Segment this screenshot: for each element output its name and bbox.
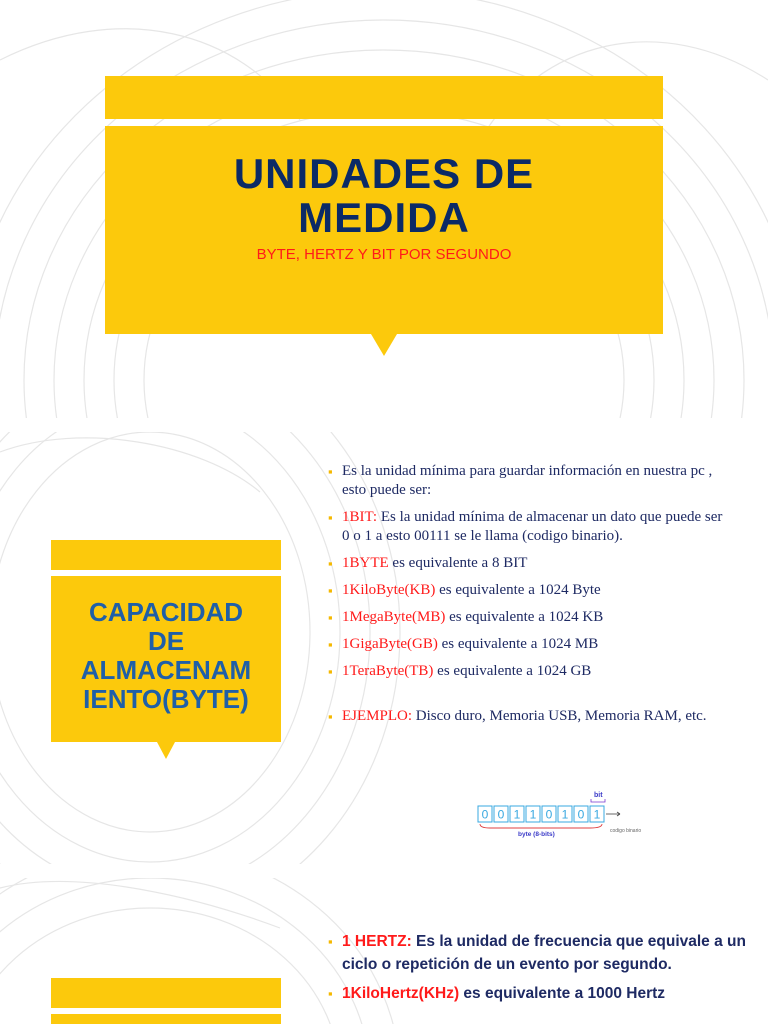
list-item: ▪ EJEMPLO: Disco duro, Memoria USB, Memoria RAM, etc. [328, 708, 707, 724]
byte-label: byte (8-bits) [518, 831, 555, 838]
binary-digit-row [478, 806, 604, 822]
list-item: ▪ 1 HERTZ: Es la unidad de frecuencia que equivale a un ciclo o repetición de un evento por segundo. [328, 930, 748, 976]
binary-byte-diagram [470, 786, 660, 846]
heading-box-pointer [157, 742, 175, 759]
list-item: ▪ 1BIT: Es la unidad mínima de almacenar un dato que puede ser 0 o 1 a esto 00111 se le llama (codigo binario). [328, 509, 723, 544]
list-item: ▪ 1BYTE es equivalente a 8 BIT [328, 555, 528, 571]
list-item: ▪ 1TeraByte(TB) es equivalente a 1024 GB [328, 663, 592, 679]
list-item: ▪ 1KiloHertz(KHz) es equivalente a 1000 Hertz [328, 982, 748, 1005]
slide-gap [0, 418, 768, 432]
list-item: ▪ 1GigaByte(GB) es equivalente a 1024 MB [328, 636, 599, 652]
bullet-dot-icon: ▪ [328, 986, 333, 1001]
list-item: ▪ 1MegaByte(MB) es equivalente a 1024 KB [328, 609, 604, 625]
heading-line-1: CAPACIDAD [88, 597, 244, 627]
hertz-slide [0, 878, 768, 1024]
heading-line-3: ALMACENAM [80, 655, 252, 685]
title-line-2: MEDIDA [298, 194, 470, 241]
bullet-dot-icon: ▪ [328, 934, 333, 949]
title-line-1: UNIDADES DE [233, 150, 535, 197]
binary-digit: 0 [481, 807, 489, 822]
bullet-dot-icon: ▪ [328, 583, 333, 598]
hertz-bullet-list [328, 930, 748, 1011]
bullet-dot-icon: ▪ [328, 556, 333, 571]
slide-title [105, 152, 663, 240]
title-slide [0, 0, 768, 418]
bullet-dot-icon: ▪ [328, 464, 333, 479]
binary-digit: 1 [513, 807, 521, 822]
binary-digit: 1 [561, 807, 569, 822]
storage-bullet-list [328, 462, 728, 734]
heading-accent-bar [51, 978, 281, 1008]
bullet-dot-icon: ▪ [328, 664, 333, 679]
bullet-dot-icon: ▪ [328, 709, 333, 724]
list-item: ▪ Es la unidad mínima para guardar información en nuestra pc , esto puede ser: [328, 463, 713, 498]
section-heading [51, 598, 281, 714]
slide-gap [0, 864, 768, 878]
binary-digit: 0 [545, 807, 553, 822]
list-item: ▪ 1KiloByte(KB) es equivalente a 1024 Byte [328, 582, 601, 598]
bullet-dot-icon: ▪ [328, 510, 333, 525]
binary-digit: 1 [593, 807, 601, 822]
bullet-dot-icon: ▪ [328, 637, 333, 652]
heading-box [51, 1014, 281, 1024]
title-box-pointer [371, 334, 397, 356]
heading-box [51, 576, 281, 742]
heading-line-2: DE [147, 626, 185, 656]
title-accent-bar [105, 76, 663, 119]
bit-label: bit [594, 792, 603, 799]
binary-digit: 0 [497, 807, 505, 822]
title-box [105, 126, 663, 334]
codigo-binario-label: codigo binario [610, 828, 642, 834]
bullet-dot-icon: ▪ [328, 610, 333, 625]
storage-slide [0, 432, 768, 864]
heading-accent-bar [51, 540, 281, 570]
binary-digit: 0 [577, 807, 585, 822]
slide-subtitle: BYTE, HERTZ Y BIT POR SEGUNDO [256, 246, 512, 263]
heading-line-4: IENTO(BYTE) [83, 684, 249, 714]
binary-digit: 1 [529, 807, 537, 822]
